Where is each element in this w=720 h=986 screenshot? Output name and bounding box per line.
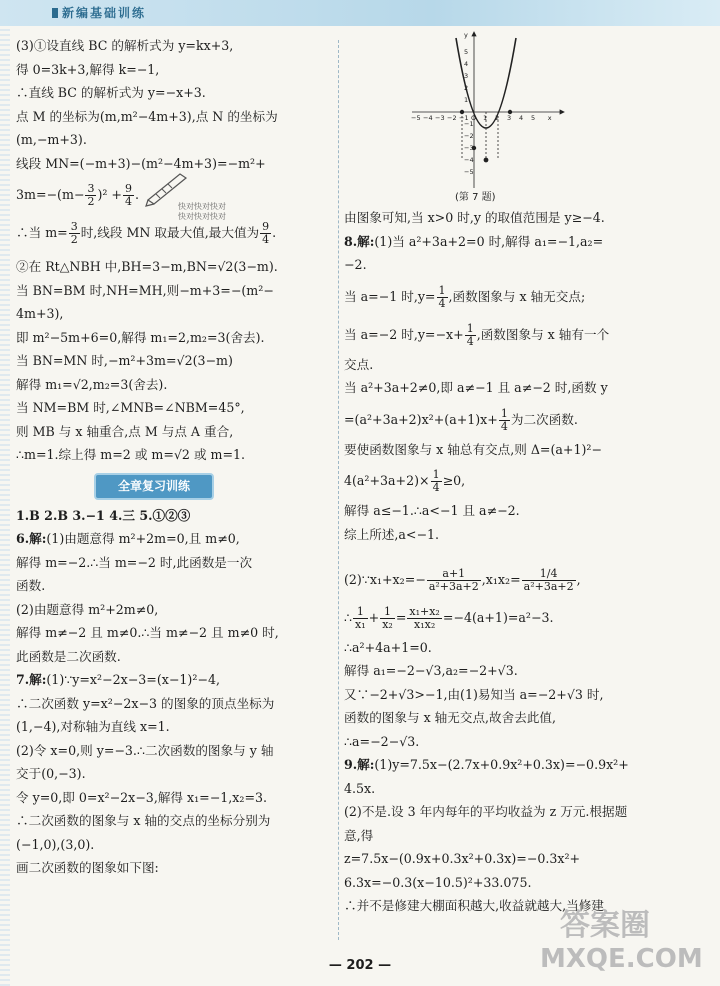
text-line: (3)①设直线 BC 的解析式为 y=kx+3, — [16, 38, 234, 53]
text-line: ∴a²+4a+1=0. — [344, 639, 432, 655]
y-tick-label: −4 — [464, 156, 474, 164]
y-tick-label: −1 — [464, 120, 474, 128]
x-tick-label: O — [471, 114, 477, 122]
text-line: ∴二次函数 y=x²−2x−3 的图象的顶点坐标为 — [16, 695, 275, 711]
y-tick-label: 3 — [464, 72, 469, 80]
x-tick-label: x — [547, 114, 552, 122]
section-banner: 全章复习训练 — [94, 473, 214, 500]
text-line: ∴m=1.综上得 m=2 或 m=√2 或 m=1. — [16, 447, 246, 462]
text-line: 函数. — [16, 578, 46, 593]
text-line: (2)不是.设 3 年内每年的平均收益为 z 万元.根据题 — [344, 804, 628, 819]
x-tick-label: −5 — [411, 114, 421, 122]
text-line: 综上所述,a<−1. — [344, 526, 440, 542]
column-divider — [338, 40, 339, 940]
text-line: ∴当 m= $\frac{3}{2}$ 时,线段 MN 取最大值,最大值为 $\frac{9}{4}$ . — [16, 220, 277, 246]
stamp-text — [178, 202, 226, 222]
figure-caption: (第 7 题) — [455, 192, 496, 203]
text-line: ∴二次函数的图象与 x 轴的交点的坐标分别为 — [16, 813, 271, 828]
text-line: 又∵−2+√3>−1,由(1)易知当 a=−2+√3 时, — [344, 686, 604, 702]
text-line: 当 a=−2 时,y=−x+ $\frac{1}{4}$ ,函数图象与 x 轴有一个 — [344, 321, 610, 348]
y-tick-label: 5 — [464, 48, 469, 56]
text-line: 此函数是二次函数. — [16, 648, 121, 664]
text-line: =(a²+3a+2)x²+(a+1)x+ $\frac{1}{4}$ 为二次函数. — [344, 406, 578, 433]
text-line: (2)令 x=0,则 y=−3.∴二次函数的图象与 y 轴 — [16, 742, 274, 758]
text-line: (2)∵x₁+x₂=− $\frac{a+1}{\text{a²+3a+2}}$ ,x₁x₂= $\frac{1/4}{\text{a²+3a+2}}$ , — [344, 566, 581, 593]
text-line: 当 NM=BM 时,∠MNB=∠NBM=45°, — [16, 400, 245, 415]
pen-doodle-icon — [140, 166, 190, 206]
text-line: 当 BN=BM 时,NH=MH,则−m+3=−(m²− — [16, 282, 274, 298]
y-tick-label: 2 — [464, 84, 469, 92]
text-line: 6.解:(1)由题意得 m²+2m=0,且 m≠0, — [16, 531, 240, 546]
text-line: 8.解:(1)当 a²+3a+2=0 时,解得 a₁=−1,a₂= — [344, 233, 604, 249]
parabola-graph — [412, 28, 572, 188]
text-line: 9.解:(1)y=7.5x−(2.7x+0.9x²+0.3x)=−0.9x²+ — [344, 757, 629, 772]
text-line: ②在 Rt△NBH 中,BH=3−m,BN=√2(3−m). — [16, 259, 278, 274]
text-line: 线段 MN=(−m+3)−(m²−4m+3)=−m²+ — [16, 155, 266, 171]
text-line: 解得 a₁=−2−√3,a₂=−2+√3. — [344, 663, 518, 678]
text-line: 4m+3), — [16, 306, 64, 321]
text-line: 4(a²+3a+2)× $\frac{1}{4}$ ≥0, — [344, 468, 466, 494]
watermark-url: MXQE.COM — [540, 944, 703, 974]
page-number: — 202 — — [328, 958, 392, 973]
text-line: 6.3x=−0.3(x−10.5)²+33.075. — [344, 874, 532, 890]
text-line: 4.5x. — [344, 780, 376, 796]
x-tick-label: 4 — [519, 114, 524, 122]
text-line: 7.解:(1)∵y=x²−2x−3=(x−1)²−4, — [16, 672, 220, 687]
text-line: 由图象可知,当 x>0 时,y 的取值范围是 y≥−4. — [344, 210, 605, 225]
watermark-logo: 答案圈 — [560, 908, 650, 943]
text-line: 3m=−(m− $\frac{3}{2}$ )² + $\frac{9}{4}$ . — [16, 182, 140, 208]
margin-band — [0, 26, 10, 986]
x-tick-label: −3 — [435, 114, 445, 122]
text-line: (1,−4),对称轴为直线 x=1. — [16, 719, 170, 734]
header-marker — [52, 8, 58, 18]
text-line: 则 MB 与 x 轴重合,点 M 与点 A 重合, — [16, 423, 234, 439]
text-line: 解得 m≠−2 且 m≠0.∴当 m≠−2 且 m≠0 时, — [16, 625, 279, 640]
text-line: 当 BN=MN 时,−m²+3m=√2(3−m) — [16, 353, 233, 368]
x-tick-label: 5 — [531, 114, 536, 122]
text-line: 点 M 的坐标为(m,m²−4m+3),点 N 的坐标为 — [16, 108, 278, 124]
text-line: 解得 m₁=√2,m₂=3(舍去). — [16, 376, 168, 392]
text-line: 画二次函数的图象如下图: — [16, 860, 159, 875]
text-line: 函数的图象与 x 轴无交点,故舍去此值, — [344, 710, 557, 725]
text-line: 当 a²+3a+2≠0,即 a≠−1 且 a≠−2 时,函数 y — [344, 380, 608, 395]
text-line: 令 y=0,即 0=x²−2x−3,解得 x₁=−1,x₂=3. — [16, 789, 268, 805]
y-tick-label: −5 — [464, 168, 474, 176]
x-tick-label: 2 — [495, 114, 500, 122]
text-line: 解得 m=−2.∴当 m=−2 时,此函数是一次 — [16, 554, 253, 570]
y-tick-label: y — [464, 31, 468, 40]
x-tick-label: −2 — [447, 114, 457, 122]
header-bar — [0, 0, 720, 26]
stamp-line: 快对快对快对 — [178, 202, 226, 211]
y-tick-label: −3 — [464, 144, 474, 152]
text-line: (−1,0),(3,0). — [16, 836, 95, 852]
right-column — [344, 208, 714, 920]
text-line: 交点. — [344, 356, 374, 372]
text-line: 即 m²−5m+6=0,解得 m₁=2,m₂=3(舍去). — [16, 329, 265, 345]
text-line: 要使函数图象与 x 轴总有交点,则 Δ=(a+1)²− — [344, 441, 602, 457]
left-column — [16, 36, 334, 882]
text-line: ∴ $\frac{1}{\text{x₁}}$ + $\frac{1}{\text{x₂}}$ = $\frac{\text{x₁+x₂}}{\text{x₁x₂}}$ =−4(a+1)=a²−3. — [344, 604, 554, 631]
y-tick-label: −2 — [464, 132, 474, 140]
text-line: ∴a=−2−√3. — [344, 733, 420, 749]
text-line: ∴并不是修建大棚面积越大,收益就越大,当修建 — [344, 898, 604, 913]
text-line: (2)由题意得 m²+2m≠0, — [16, 601, 159, 617]
page-number-value: 202 — [346, 958, 374, 973]
text-line: 1.B 2.B 3.−1 4.三 5.①②③ — [16, 507, 191, 523]
text-line: ∴直线 BC 的解析式为 y=−x+3. — [16, 85, 206, 100]
text-line: 解得 a≤−1.∴a<−1 且 a≠−2. — [344, 503, 520, 518]
y-tick-label: 1 — [464, 96, 469, 104]
text-line: 交于(0,−3). — [16, 766, 86, 781]
text-line: 得 0=3k+3,解得 k=−1, — [16, 61, 160, 77]
text-line: −2. — [344, 257, 367, 272]
text-line: 意,得 — [344, 827, 374, 843]
text-line: z=7.5x−(0.9x+0.3x²+0.3x)=−0.3x²+ — [344, 851, 581, 866]
x-tick-label: 1 — [483, 114, 488, 122]
text-line: 当 a=−1 时,y= $\frac{1}{4}$ ,函数图象与 x 轴无交点; — [344, 283, 586, 310]
x-tick-label: −1 — [459, 114, 469, 122]
x-tick-label: 3 — [507, 114, 512, 122]
stamp-line: 快对快对快对 — [178, 212, 226, 221]
header-title: 新编基础训练 — [62, 6, 147, 20]
y-tick-label: 4 — [464, 60, 469, 68]
x-tick-label: −4 — [423, 114, 433, 122]
text-line: (m,−m+3). — [16, 132, 87, 147]
